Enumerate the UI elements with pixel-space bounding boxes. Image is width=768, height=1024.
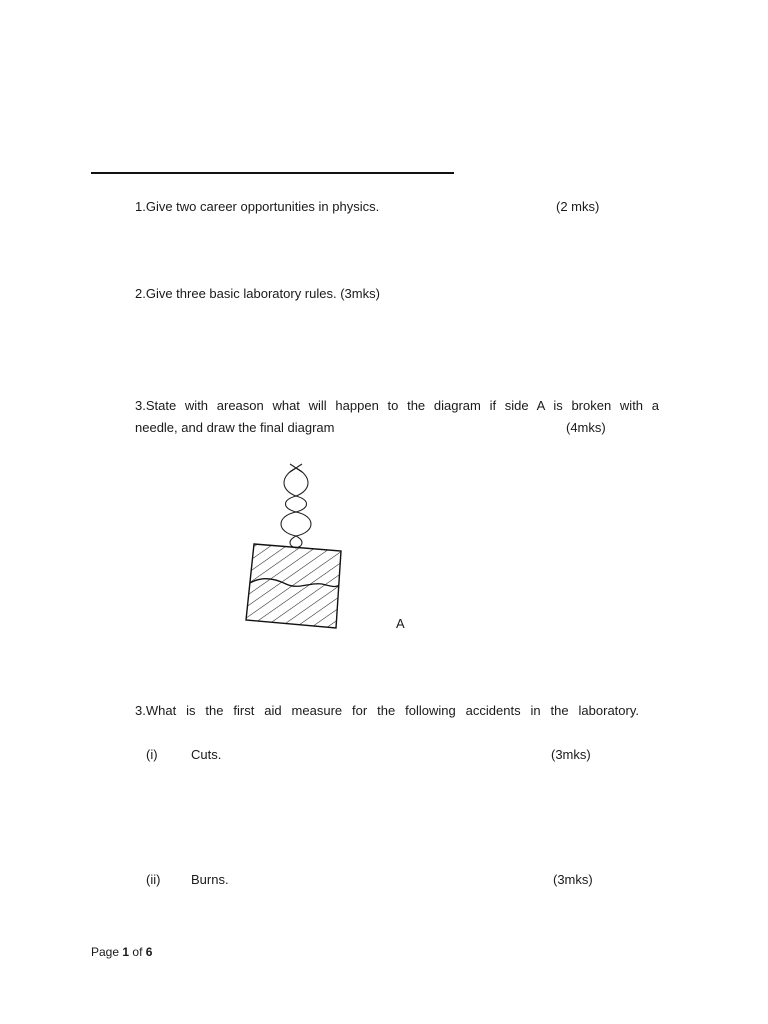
page-prefix: Page — [91, 945, 120, 959]
page-current: 1 — [122, 945, 130, 959]
question-1-marks: (2 mks) — [556, 199, 600, 214]
side-a-label: A — [396, 616, 405, 631]
question-3-marks: (4mks) — [566, 420, 606, 435]
hatched-container — [246, 544, 341, 628]
question-3-line-1: 3.State with areason what will happen to the diagram if side A is broken with a — [135, 398, 659, 413]
header-rule — [91, 172, 454, 174]
item-1-marks: (3mks) — [551, 747, 591, 762]
question-3-line-2: needle, and draw the final diagram — [135, 420, 335, 435]
question-4-text: 3.What is the first aid measure for the following accidents in the laboratory. — [135, 703, 639, 718]
item-2-marks: (3mks) — [553, 872, 593, 887]
page-footer — [91, 944, 152, 960]
item-1-label: Cuts. — [191, 747, 222, 762]
item-2-number: (ii) — [146, 872, 161, 887]
item-2-label: Burns. — [191, 872, 229, 887]
page-of: of — [132, 945, 143, 959]
item-1-number: (i) — [146, 747, 158, 762]
question-1-text: 1.Give two career opportunities in physics. — [135, 199, 380, 214]
balloon-diagram — [236, 460, 356, 635]
twisted-string — [281, 464, 311, 548]
page-total: 6 — [145, 945, 153, 959]
question-2-text: 2.Give three basic laboratory rules. (3mks) — [135, 286, 380, 301]
